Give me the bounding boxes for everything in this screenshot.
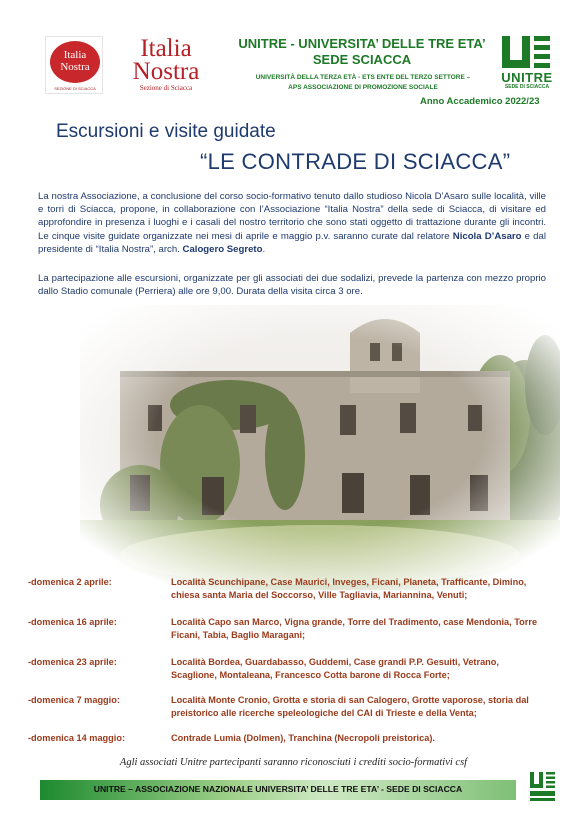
- intro-paragraph: [38, 190, 546, 256]
- schedule-date: -domenica 2 aprile:: [28, 577, 112, 587]
- schedule-date: -domenica 7 maggio:: [28, 695, 120, 705]
- schedule-date: -domenica 16 aprile:: [28, 617, 117, 627]
- header-title-line2: SEDE SCIACCA: [312, 52, 412, 67]
- badge-circle: [50, 41, 100, 83]
- badge-caption: SEZIONE DI SCIACCA: [54, 86, 96, 91]
- unitre-small-logo-icon: [528, 770, 558, 804]
- intro-text-a: La nostra Associazione, a conclusione del corso socio-formativo tenuto dallo studioso Nicola D’Asaro sulle località, ville e torri di Sciacca, propone, in collaborazione con l’Associazione “Italia Nostra” della sede di Sciacca, di visitare ed approfondire in presenza i luoghi e i casali del nostro territorio che sono stati oggetto di trattazione durante gli incontri. Le cinque visite guidate organizzate nei mesi di aprile e maggio p.v. saranno curate dal relatore: [38, 191, 546, 242]
- footer-text: UNITRE – ASSOCIAZIONE NAZIONALE UNIVERSITA’ DELLE TRE ETA’ - SEDE DI SCIACCA: [93, 784, 463, 794]
- italia-nostra-badge-logo: [45, 36, 103, 94]
- intro-text-b: e dal presidente di “Italia Nostra”, arch.: [38, 230, 546, 255]
- schedule-desc: Località Bordea, Guardabasso, Guddemi, Case grandi P.P. Gesuiti, Vetrano, Scaglione, Montaleana, Francesco Cotta barone di Rocca Forte;: [171, 657, 499, 680]
- schedule-desc: Località Capo san Marco, Vigna grande, Torre del Tradimento, case Mendonia, Torre Ficani, Tabia, Baglio Maragani;: [171, 617, 538, 640]
- page-title: Escursioni e visite guidate: [56, 121, 276, 142]
- speaker-name: Nicola D’Asaro: [452, 230, 522, 242]
- wordmark-line2: Nostra: [132, 58, 200, 85]
- badge-line1: Italia: [63, 49, 87, 61]
- header-title: [232, 36, 492, 68]
- schedule-date: -domenica 14 maggio:: [28, 733, 125, 743]
- credits-note: Agli associati Unitre partecipanti saranno riconosciuti i crediti socio-formativi csf: [119, 757, 468, 768]
- schedule-desc: Contrade Lumia (Dolmen), Tranchina (Necropoli preistorica).: [171, 733, 435, 743]
- schedule-desc: Località Monte Cronio, Grotta e storia di san Calogero, Grotte vaporose, storia dal preistorico alle ricerche speleologiche del CAI di Trieste e della Venta;: [171, 695, 529, 718]
- header-subtitle-line1: UNIVERSITÀ DELLA TERZA ETÀ - ETS ENTE DEL TERZO SETTORE –: [255, 74, 471, 81]
- unitre-wordmark: UNITRE: [501, 70, 553, 85]
- header-subtitle: [232, 73, 494, 93]
- intro-text-end: .: [262, 243, 266, 255]
- academic-year: Anno Accademico 2022/23: [420, 96, 540, 107]
- schedule-date: -domenica 23 aprile:: [28, 657, 117, 667]
- unitre-sede-label: SEDE DI SCIACCA: [504, 84, 550, 90]
- villa-photo: [80, 305, 560, 590]
- italia-nostra-wordmark: [116, 35, 216, 92]
- page-subtitle: “LE CONTRADE DI SCIACCA”: [200, 149, 511, 174]
- schedule-desc: Località Scunchipane, Case Maurici, Inveges, Ficani, Planeta, Trafficante, Dimino, chiesa santa Maria del Soccorso, Ville Tagliavia, Mariannina, Venuti;: [171, 577, 527, 600]
- wordmark-line3: Sezione di Sciacca: [139, 84, 193, 92]
- participation-paragraph: La partecipazione alle escursioni, organizzate per gli associati dei due sodalizi, prevede la partenza con mezzo proprio dallo Stadio comunale (Perriera) alle ore 9,00. Durata della visita circa 3 ore.: [38, 273, 546, 298]
- header-title-line1: UNITRE - UNIVERSITA’ DELLE TRE ETA’: [238, 36, 486, 51]
- president-name: Calogero Segreto: [182, 243, 263, 255]
- badge-line2: Nostra: [60, 61, 90, 73]
- wordmark-line1: Italia: [140, 35, 192, 62]
- header-subtitle-line2: APS ASSOCIAZIONE DI PROMOZIONE SOCIALE: [288, 84, 438, 91]
